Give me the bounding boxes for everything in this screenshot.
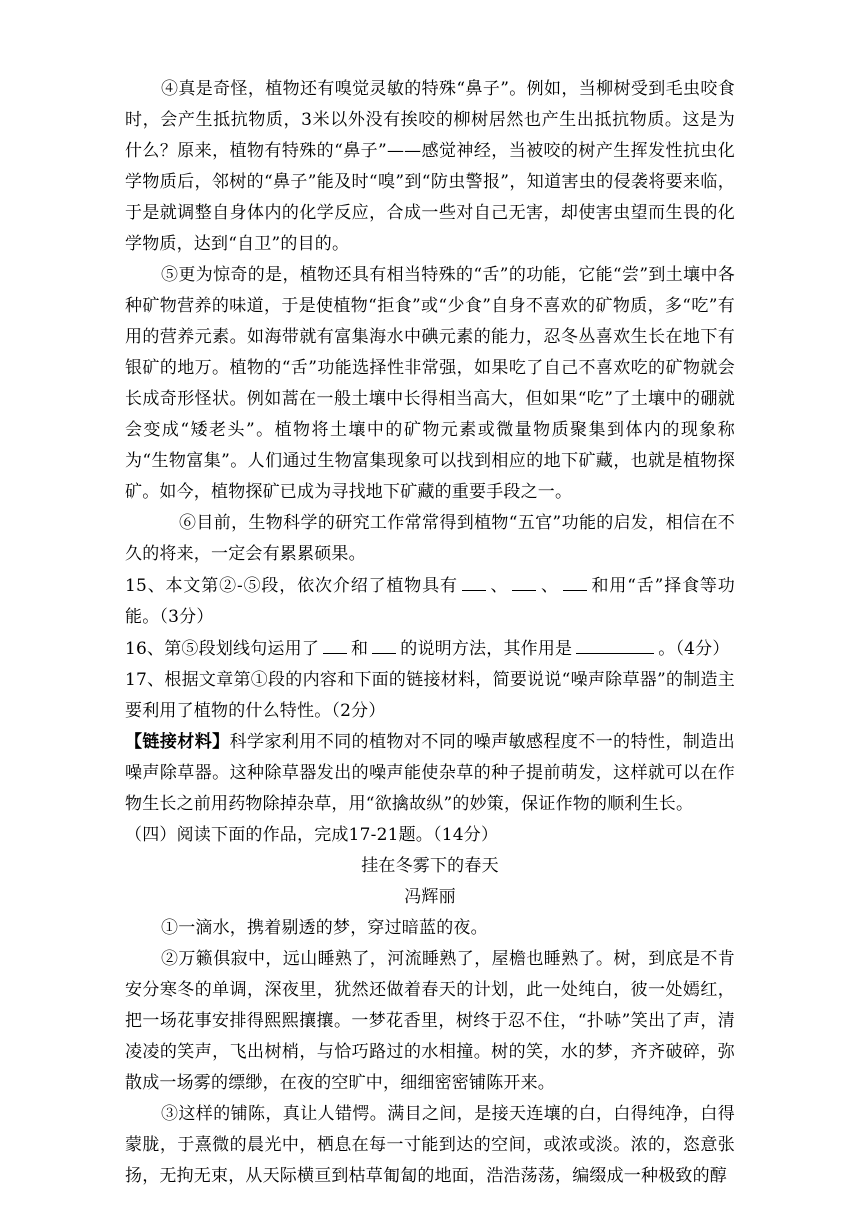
answer-blank-16-3[interactable]	[576, 633, 654, 654]
link-material	[125, 727, 735, 820]
question-15-separator-2: 、	[540, 576, 559, 596]
answer-blank-15-1[interactable]	[462, 570, 486, 591]
question-16-text-mid: 的说明方法，其作用是	[400, 639, 573, 659]
question-16-text: 16、第⑤段划线句运用了	[125, 639, 320, 659]
link-material-label: 【链接材料】	[125, 732, 230, 752]
section-4-heading: （四）阅读下面的作品，完成17-21题。（14分）	[125, 825, 499, 845]
article-title: 挂在冬雾下的春天	[361, 856, 499, 876]
question-15	[125, 570, 735, 633]
question-16-and: 和	[351, 639, 369, 659]
question-16-text-end: 。（4分）	[658, 639, 730, 659]
answer-blank-16-2[interactable]	[372, 633, 396, 654]
article-author: 冯辉丽	[404, 887, 456, 907]
article-paragraph-1: ①一滴水，携着剔透的梦，穿过暗蓝的夜。	[161, 918, 488, 938]
question-15-text-end: 和用“舌”择食等功能。（3分）	[125, 576, 735, 627]
question-16	[125, 633, 735, 665]
question-15-separator-1: 、	[489, 576, 509, 596]
paragraph-5: ⑤更为惊奇的是，植物还具有相当特殊的“舌”的功能，它能“尝”到土壤中各种矿物营养的味道，于是使植物“拒食”或“少食”自身不喜欢的矿物质，多“吃”有用的营养元素。如海带就有富集海水中碘元素的能力，忍冬丛喜欢生长在地下有银矿的地万。植物的“舌”功能选择性非常强，如果吃了自己不喜欢吃的矿物就会长成奇形怪状。例如蒿在一般土壤中长得相当高大，但如果“吃”了土壤中的硼就会变成“矮老头”。植物将土壤中的矿物元素或微量物质聚集到体内的现象称为“生物富集”。人们通过生物富集现象可以找到相应的地下矿藏，也就是植物探矿。如今，植物探矿已成为寻找地下矿藏的重要手段之一。	[125, 265, 735, 502]
answer-blank-15-3[interactable]	[563, 570, 587, 591]
paragraph-6: ⑥目前，生物科学的研究工作常常得到植物“五官”功能的启发，相信在不久的将来，一定会有累累硕果。	[125, 513, 735, 564]
answer-blank-15-2[interactable]	[512, 570, 536, 591]
question-15-text: 15、本文第②-⑤段，依次介绍了植物具有	[125, 576, 458, 596]
paragraph-4: ④真是奇怪，植物还有嗅觉灵敏的特殊“鼻子”。例如，当柳树受到毛虫咬食时，会产生抵抗物质，3米以外没有挨咬的柳树居然也产生出抵抗物质。这是为什么？原来，植物有特殊的“鼻子”——感觉神经，当被咬的树产生挥发性抗虫化学物质后，邻树的“鼻子”能及时“嗅”到“防虫警报”，知道害虫的侵袭将要来临，于是就调整自身体内的化学反应，合成一些对自己无害，却使害虫望而生畏的化学物质，达到“自卫”的目的。	[125, 79, 735, 254]
question-17: 17、根据文章第①段的内容和下面的链接材料，简要说说“噪声除草器”的制造主要利用了植物的什么特性。（2分）	[125, 670, 735, 721]
article-paragraph-3: ③这样的铺陈，真让人错愕。满目之间，是接天连壤的白，白得纯净，白得蒙胧，于熹微的晨光中，栖息在每一寸能到达的空间，或浓或淡。浓的，恣意张扬，无拘无束，从天际横亘到枯草匍匐的地面，浩浩荡荡，编缀成一种极致的醇	[125, 1104, 735, 1186]
link-material-text: 科学家利用不同的植物对不同的噪声敏感程度不一的特性，制造出噪声除草器。这种除草器发出的噪声能使杂草的种子提前萌发，这样就可以在作物生长之前用药物除掉杂草，用“欲擒故纵”的妙策，保证作物的顺利生长。	[125, 732, 735, 814]
article-paragraph-2: ②万籁俱寂中，远山睡熟了，河流睡熟了，屋檐也睡熟了。树，到底是不肯安分寒冬的单调，深夜里，犹然还做着春天的计划，此一处纯白，彼一处嫣红，把一场花事安排得熙熙攘攘。一梦花香里，树终于忍不住，“扑哧”笑出了声，清凌凌的笑声，飞出树梢，与恰巧路过的水相撞。树的笑，水的梦，齐齐破碎，弥散成一场雾的缥缈，在夜的空旷中，细细密密铺陈开来。	[125, 949, 735, 1093]
answer-blank-16-1[interactable]	[323, 633, 347, 654]
